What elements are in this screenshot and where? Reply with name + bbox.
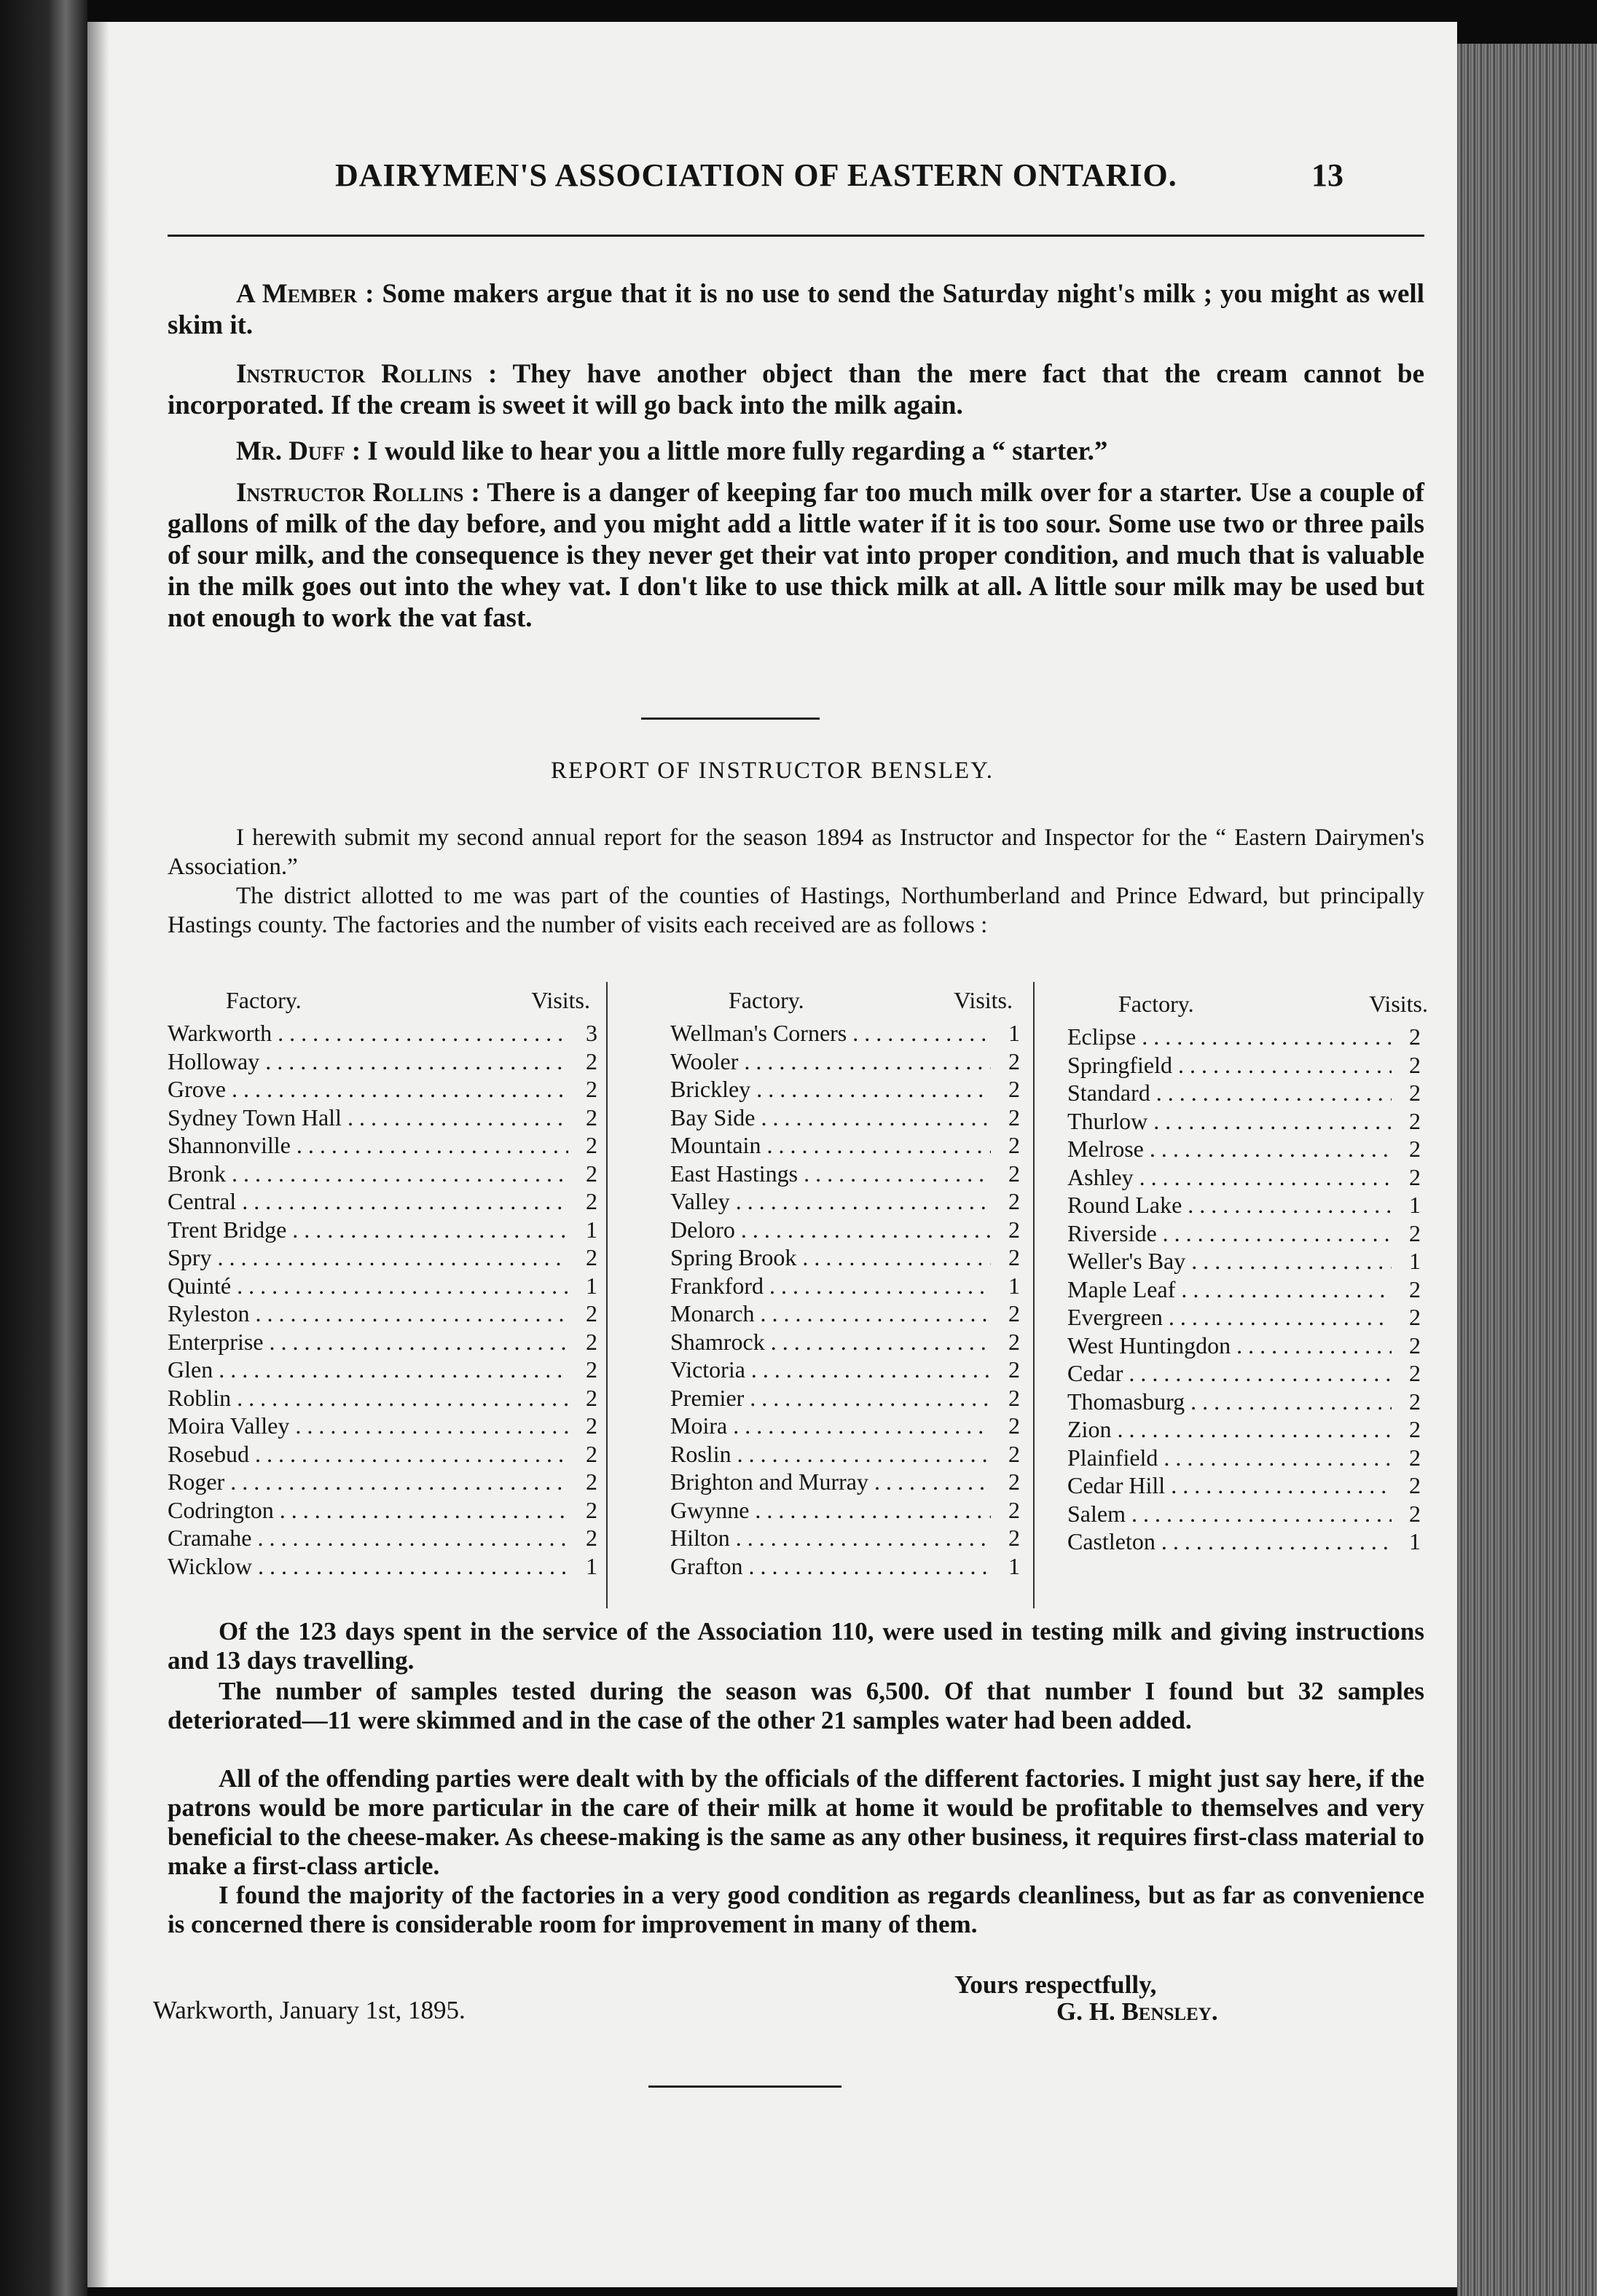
visit-count: 2: [1409, 1275, 1421, 1302]
visit-count: 2: [1008, 1412, 1020, 1439]
visit-count: 2: [1008, 1328, 1020, 1355]
factory-column-1: [168, 987, 597, 1580]
factory-name: Codrington . . .: [168, 1496, 568, 1525]
factory-name: Standard . . .: [1067, 1079, 1392, 1107]
table-row: [670, 1440, 1020, 1469]
visit-count: 1: [586, 1272, 597, 1299]
factory-name: Shamrock . . .: [670, 1328, 991, 1356]
visit-count: 2: [586, 1244, 597, 1270]
visit-count: 2: [1409, 1304, 1421, 1330]
visits-header: Visits.: [531, 987, 590, 1013]
factory-name: West Huntingdon . . .: [1067, 1332, 1392, 1360]
factory-name: Thurlow . . .: [1067, 1107, 1392, 1136]
table-row: [1067, 1471, 1421, 1500]
factory-name: Eclipse . . .: [1067, 1023, 1392, 1051]
visit-count: 2: [586, 1328, 597, 1355]
table-row: [1067, 1051, 1421, 1080]
table-row: [168, 1187, 597, 1216]
visit-count: 2: [1008, 1384, 1020, 1411]
table-row: [1067, 1415, 1421, 1444]
factory-name: Riverside . . .: [1067, 1219, 1392, 1248]
visit-count: 2: [1008, 1469, 1020, 1495]
factory-name: Quinté . . .: [168, 1272, 568, 1300]
table-row: [670, 1019, 1020, 1047]
discussion-paragraph: [168, 278, 1424, 341]
factory-name: Roger . . .: [168, 1468, 568, 1496]
visit-count: 2: [1409, 1332, 1421, 1359]
table-row: [670, 1104, 1020, 1132]
visit-count: 2: [586, 1104, 597, 1131]
factory-name: Bay Side . . .: [670, 1104, 991, 1132]
factory-name: Melrose . . .: [1067, 1135, 1392, 1163]
end-divider: [648, 2085, 841, 2088]
header-rule: [168, 235, 1424, 237]
table-row: [670, 1160, 1020, 1188]
table-row: [168, 1047, 597, 1076]
factory-name: Brighton and Murray . . .: [670, 1468, 991, 1496]
factory-name: Moira Valley . . .: [168, 1412, 568, 1440]
factory-list: [583, 1019, 1020, 1580]
table-row: [168, 1440, 597, 1469]
factory-name: Evergreen . . .: [1067, 1303, 1392, 1332]
speech-text: : There is a danger of keeping far too much milk over for a starter. Use a couple of gallons of milk of the day before, and you might add a little water if it is too sour. Some use two or three pails of sour milk, and the consequence is they never get their vat into proper condition, and much that is valuable in the milk goes out into the whey vat. I don't like to use thick milk at all. A little sour milk may be used but not enough to work the vat fast.: [168, 478, 1424, 633]
table-row: [670, 1496, 1020, 1525]
factory-name: Frankford . . .: [670, 1272, 991, 1300]
visit-count: 2: [1409, 1136, 1421, 1162]
table-row: [1067, 1079, 1421, 1107]
visit-count: 1: [1409, 1528, 1421, 1554]
factory-name: Moira . . .: [670, 1412, 991, 1440]
visit-count: 3: [586, 1020, 597, 1046]
table-row: [670, 1243, 1020, 1272]
visit-count: 2: [1409, 1360, 1421, 1386]
speaker-name: Instructor Rollins: [236, 478, 464, 508]
visit-count: 2: [1409, 1444, 1421, 1471]
factory-name: Trent Bridge . . .: [168, 1216, 568, 1244]
factory-name: Spry . . .: [168, 1243, 568, 1272]
factory-name: Castleton . . .: [1067, 1528, 1392, 1556]
table-row: [670, 1272, 1020, 1300]
table-row: [670, 1468, 1020, 1496]
speech-text: : They have another object than the mere fact that the cream cannot be incorporated. If the cream is sweet it will go back into the milk again.: [168, 359, 1424, 420]
visit-count: 1: [1008, 1552, 1020, 1579]
factory-list: [1035, 1023, 1428, 1556]
table-row: [1067, 1219, 1421, 1248]
visit-count: 1: [586, 1552, 597, 1579]
table-row: [168, 1160, 597, 1188]
factory-name: Round Lake . . .: [1067, 1191, 1392, 1219]
factory-name: Plainfield . . .: [1067, 1444, 1392, 1472]
table-row: [670, 1552, 1020, 1581]
page-number: 13: [1311, 157, 1343, 193]
factory-name: Maple Leaf . . .: [1067, 1275, 1392, 1304]
table-row: [1067, 1163, 1421, 1192]
visit-count: 2: [586, 1469, 597, 1495]
visit-count: 2: [1008, 1132, 1020, 1158]
visit-count: 2: [1409, 1107, 1421, 1134]
factory-name: Deloro . . .: [670, 1216, 991, 1244]
visit-count: 2: [1409, 1388, 1421, 1415]
report-intro-paragraph: The district allotted to me was part of the counties of Hastings, Northumberland and Prince Edward, but principally Hastings county. The factories and the number of visits each received are as follows :: [168, 883, 1424, 938]
table-row: [168, 1300, 597, 1328]
report-title: REPORT OF INSTRUCTOR BENSLEY.: [551, 758, 994, 784]
factory-name: Ashley . . .: [1067, 1163, 1392, 1192]
table-row: [1067, 1107, 1421, 1136]
table-row: [168, 1524, 597, 1552]
table-row: [168, 1384, 597, 1412]
factory-name: Brickley . . .: [670, 1075, 991, 1104]
factory-column-2: [583, 987, 1020, 1580]
table-row: [1067, 1528, 1421, 1556]
visit-count: 1: [1409, 1192, 1421, 1218]
visit-count: 2: [586, 1188, 597, 1214]
page-gutter: [87, 22, 109, 2287]
table-row: [670, 1216, 1020, 1244]
factory-name: Cedar . . .: [1067, 1359, 1392, 1388]
table-row: [1067, 1444, 1421, 1472]
signature: G. H. Bensley.: [1056, 1997, 1218, 2026]
visit-count: 2: [586, 1496, 597, 1523]
visit-count: 2: [586, 1384, 597, 1411]
visit-count: 2: [1409, 1163, 1421, 1190]
visit-count: 2: [1409, 1023, 1421, 1050]
table-row: [670, 1187, 1020, 1216]
visit-count: 2: [586, 1412, 597, 1439]
table-row: [168, 1552, 597, 1581]
factory-name: Weller's Bay . . .: [1067, 1247, 1392, 1275]
visits-header: Visits.: [954, 987, 1013, 1013]
factory-name: Enterprise . . .: [168, 1328, 568, 1356]
visit-count: 2: [586, 1132, 597, 1158]
report-paragraph: Of the 123 days spent in the service of the Association 110, were used in testing milk and giving instructions and 13 days travelling.: [168, 1617, 1424, 1675]
visit-count: 2: [586, 1047, 597, 1074]
table-row: [168, 1272, 597, 1300]
factory-name: Grove . . .: [168, 1075, 568, 1104]
table-row: [168, 1216, 597, 1244]
table-row: [1067, 1135, 1421, 1163]
table-row: [670, 1131, 1020, 1160]
place-date: Warkworth, January 1st, 1895.: [153, 1996, 466, 2024]
table-row: [670, 1328, 1020, 1356]
table-row: [670, 1356, 1020, 1384]
table-row: [670, 1047, 1020, 1076]
visit-count: 1: [1409, 1248, 1421, 1274]
factory-name: Valley . . .: [670, 1187, 991, 1216]
factory-name: Springfield . . .: [1067, 1051, 1392, 1080]
table-row: [1067, 1332, 1421, 1360]
factory-name: Wellman's Corners . . .: [670, 1019, 991, 1047]
report-paragraph: I found the majority of the factories in a very good condition as regards cleanliness, but as far as convenience is concerned there is considerable room for improvement in many of them.: [168, 1881, 1424, 1938]
table-header: [168, 987, 597, 1019]
table-row: [1067, 1275, 1421, 1304]
visit-count: 1: [1008, 1020, 1020, 1046]
visits-header: Visits.: [1369, 991, 1428, 1017]
visit-count: 2: [586, 1440, 597, 1467]
visit-count: 2: [586, 1076, 597, 1102]
factory-column-3: [1035, 991, 1428, 1556]
discussion-paragraph: [168, 358, 1424, 421]
visit-count: 2: [1008, 1160, 1020, 1187]
table-row: [670, 1412, 1020, 1440]
factory-name: Mountain . . .: [670, 1131, 991, 1160]
factory-name: Premier . . .: [670, 1384, 991, 1412]
table-row: [168, 1075, 597, 1104]
table-row: [168, 1131, 597, 1160]
table-row: [168, 1412, 597, 1440]
factory-name: Bronk . . .: [168, 1160, 568, 1188]
visit-count: 2: [1008, 1244, 1020, 1270]
visit-count: 2: [1409, 1472, 1421, 1498]
table-row: [168, 1019, 597, 1047]
visit-count: 2: [1008, 1188, 1020, 1214]
visit-count: 1: [1008, 1272, 1020, 1299]
visit-count: 2: [1409, 1051, 1421, 1078]
speech-text: : Some makers argue that it is no use to send the Saturday night's milk ; you might as well skim it.: [168, 279, 1424, 340]
factory-name: Central . . .: [168, 1187, 568, 1216]
factory-header: Factory.: [729, 987, 804, 1013]
table-header: [1035, 991, 1428, 1023]
discussion-paragraph: [168, 436, 1424, 467]
table-row: [1067, 1023, 1421, 1051]
speech-text: : I would like to hear you a little more fully regarding a “ starter.”: [345, 436, 1108, 466]
table-row: [168, 1243, 597, 1272]
visit-count: 1: [586, 1216, 597, 1243]
visit-count: 2: [1008, 1076, 1020, 1102]
factory-name: Wooler . . .: [670, 1047, 991, 1076]
factory-name: Zion . . .: [1067, 1415, 1392, 1444]
visit-count: 2: [1409, 1416, 1421, 1442]
factory-name: Ryleston . . .: [168, 1300, 568, 1328]
report-paragraph: All of the offending parties were dealt with by the officials of the different factories. I might just say here, if the patrons would be more particular in the care of their milk at home it would be profitable to themselves and very beneficial to the cheese-maker. As cheese-making is the same as any other business, it requires first-class material to make a first-class article.: [168, 1764, 1424, 1880]
visit-count: 2: [1409, 1080, 1421, 1106]
table-row: [670, 1384, 1020, 1412]
table-row: [1067, 1303, 1421, 1332]
factory-name: Spring Brook . . .: [670, 1243, 991, 1272]
valediction: Yours respectfully,: [954, 1970, 1157, 1999]
visit-count: 2: [1409, 1500, 1421, 1527]
report-paragraph: The number of samples tested during the season was 6,500. Of that number I found but 32 samples deteriorated—11 were skimmed and in the case of the other 21 samples water had been added.: [168, 1677, 1424, 1734]
book-spine-shadow: [0, 0, 87, 2296]
factory-name: Cramahe . . .: [168, 1524, 568, 1552]
table-row: [168, 1496, 597, 1525]
visit-count: 2: [1008, 1104, 1020, 1131]
factory-name: Holloway . . .: [168, 1047, 568, 1076]
factory-name: Shannonville . . .: [168, 1131, 568, 1160]
visit-count: 2: [586, 1300, 597, 1326]
page-stack-edge: [1457, 44, 1597, 2296]
visit-count: 2: [1008, 1440, 1020, 1467]
visit-count: 2: [1008, 1496, 1020, 1523]
table-row: [670, 1524, 1020, 1552]
speaker-name: Mr. Duff: [236, 436, 345, 466]
visit-count: 2: [1008, 1047, 1020, 1074]
factory-header: Factory.: [226, 987, 302, 1013]
visit-count: 2: [586, 1356, 597, 1383]
book-page: [87, 22, 1457, 2287]
speaker-name: A Member: [236, 279, 358, 309]
factory-name: Glen . . .: [168, 1356, 568, 1384]
table-row: [1067, 1500, 1421, 1528]
factory-name: Rosebud . . .: [168, 1440, 568, 1469]
table-row: [1067, 1247, 1421, 1275]
visit-count: 2: [1008, 1300, 1020, 1326]
speaker-name: Instructor Rollins: [236, 359, 473, 389]
factory-name: Sydney Town Hall . . .: [168, 1104, 568, 1132]
visit-count: 2: [586, 1525, 597, 1551]
factory-name: Roslin . . .: [670, 1440, 991, 1469]
visit-count: 2: [1409, 1219, 1421, 1246]
table-row: [670, 1300, 1020, 1328]
factory-header: Factory.: [1118, 991, 1194, 1017]
running-title: DAIRYMEN'S ASSOCIATION OF EASTERN ONTARIO.: [335, 157, 1177, 193]
factory-name: Wicklow . . .: [168, 1552, 568, 1581]
visit-count: 2: [1008, 1356, 1020, 1383]
factory-list: [168, 1019, 597, 1580]
discussion-paragraph: [168, 477, 1424, 634]
factory-name: Warkworth . . .: [168, 1019, 568, 1047]
table-row: [168, 1468, 597, 1496]
factory-name: Monarch . . .: [670, 1300, 991, 1328]
visit-count: 2: [1008, 1216, 1020, 1243]
visit-count: 2: [1008, 1525, 1020, 1551]
table-header: [583, 987, 1020, 1019]
factory-name: Roblin . . .: [168, 1384, 568, 1412]
factory-name: Grafton . . .: [670, 1552, 991, 1581]
factory-name: Thomasburg . . .: [1067, 1388, 1392, 1416]
factory-name: Gwynne . . .: [670, 1496, 991, 1525]
table-row: [168, 1328, 597, 1356]
section-divider: [641, 718, 820, 720]
factory-name: Hilton . . .: [670, 1524, 991, 1552]
visit-count: 2: [586, 1160, 597, 1187]
table-row: [1067, 1191, 1421, 1219]
factory-name: Cedar Hill . . .: [1067, 1471, 1392, 1500]
factory-name: Victoria . . .: [670, 1356, 991, 1384]
table-row: [670, 1075, 1020, 1104]
report-intro-paragraph: I herewith submit my second annual report for the season 1894 as Instructor and Inspector for the “ Eastern Dairymen's Association.”: [168, 825, 1424, 880]
table-row: [1067, 1359, 1421, 1388]
factory-name: East Hastings . . .: [670, 1160, 991, 1188]
table-row: [168, 1104, 597, 1132]
table-row: [168, 1356, 597, 1384]
table-row: [1067, 1388, 1421, 1416]
factory-name: Salem . . .: [1067, 1500, 1392, 1528]
